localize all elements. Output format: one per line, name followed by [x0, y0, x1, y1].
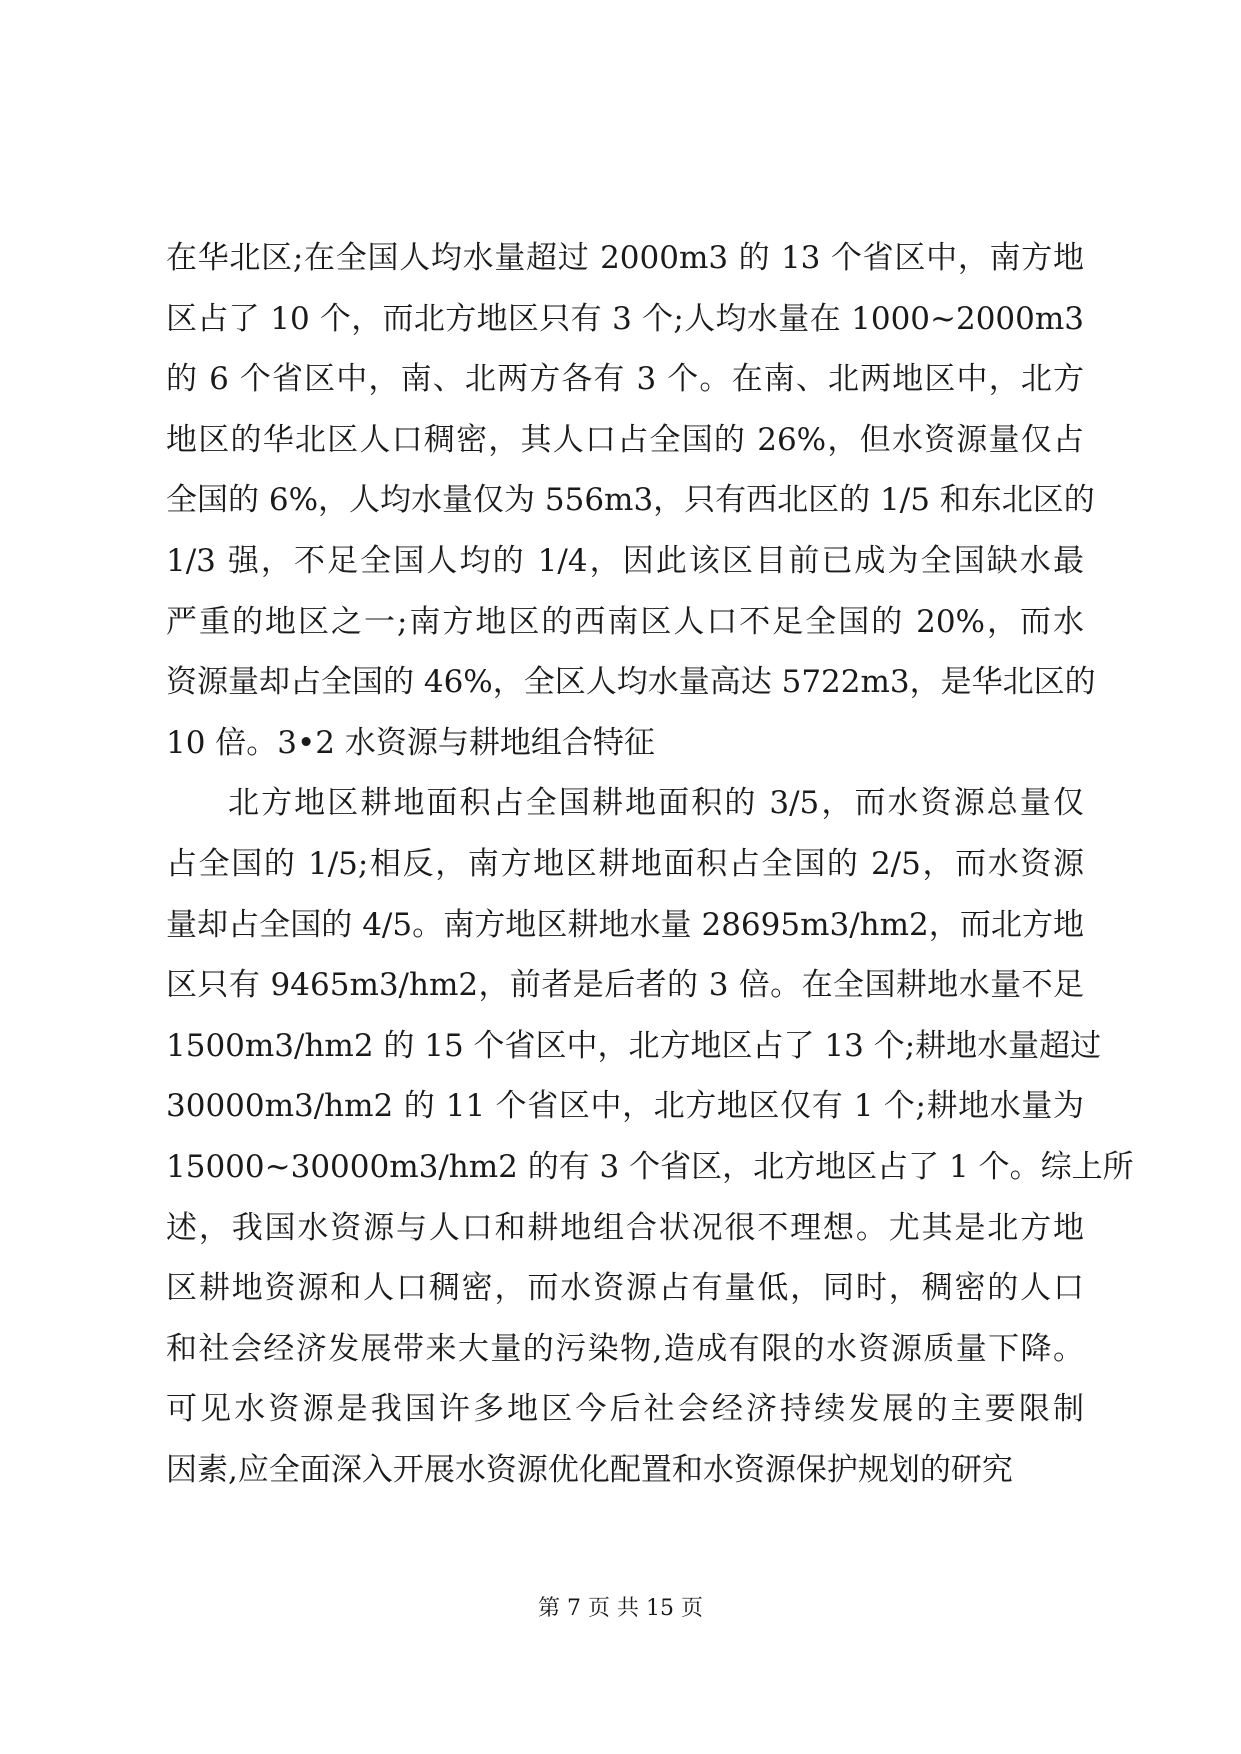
text-line: 地区的华北区人口稠密，其人口占全国的 26%，但水资源量仅占 — [166, 421, 1084, 458]
paragraph-2 — [166, 773, 1134, 1500]
paragraph-1 — [166, 228, 1096, 773]
page-number-label: 第 7 页 共 15 页 — [538, 1596, 703, 1621]
text-line: 1500m3/hm2 的 15 个省区中，北方地区占了 13 个;耕地水量超过 — [166, 1027, 1102, 1064]
document-body — [166, 228, 1134, 1500]
text-line: 述，我国水资源与人口和耕地组合状况很不理想。尤其是北方地 — [166, 1209, 1084, 1246]
text-line: 量却占全国的 4/5。南方地区耕地水量 28695m3/hm2，而北方地 — [166, 906, 1084, 943]
text-line: 30000m3/hm2 的 11 个省区中，北方地区仅有 1 个;耕地水量为 — [166, 1088, 1084, 1125]
page-footer — [0, 1594, 1241, 1624]
text-line: 严重的地区之一;南方地区的西南区人口不足全国的 20%，而水 — [166, 603, 1084, 640]
text-line: 全国的 6%，人均水量仅为 556m3，只有西北区的 1/5 和东北区的 — [166, 482, 1095, 519]
text-line: 资源量却占全国的 46%，全区人均水量高达 5722m3，是华北区的 — [166, 664, 1096, 701]
text-line: 占全国的 1/5;相反，南方地区耕地面积占全国的 2/5，而水资源 — [166, 845, 1084, 882]
text-line: 和社会经济发展带来大量的污染物,造成有限的水资源质量下降。 — [166, 1330, 1084, 1367]
text-line: 的 6 个省区中，南、北两方各有 3 个。在南、北两地区中，北方 — [166, 361, 1084, 398]
text-line: 区占了 10 个，而北方地区只有 3 个;人均水量在 1000~2000m3 — [166, 300, 1084, 337]
text-line: 10 倍。3•2 水资源与耕地组合特征 — [166, 724, 655, 761]
text-line: 15000~30000m3/hm2 的有 3 个省区，北方地区占了 1 个。综上所 — [166, 1148, 1134, 1185]
text-line: 因素,应全面深入开展水资源优化配置和水资源保护规划的研究 — [166, 1451, 1013, 1488]
text-line: 1/3 强，不足全国人均的 1/4，因此该区目前已成为全国缺水最 — [166, 542, 1084, 579]
text-line-indented: 北方地区耕地面积占全国耕地面积的 3/5，而水资源总量仅 — [228, 785, 1084, 822]
text-line: 区耕地资源和人口稠密，而水资源占有量低，同时，稠密的人口 — [166, 1270, 1084, 1307]
text-line: 可见水资源是我国许多地区今后社会经济持续发展的主要限制 — [166, 1391, 1084, 1428]
text-line: 区只有 9465m3/hm2，前者是后者的 3 倍。在全国耕地水量不足 — [166, 967, 1084, 1004]
text-line: 在华北区;在全国人均水量超过 2000m3 的 13 个省区中，南方地 — [166, 240, 1084, 276]
